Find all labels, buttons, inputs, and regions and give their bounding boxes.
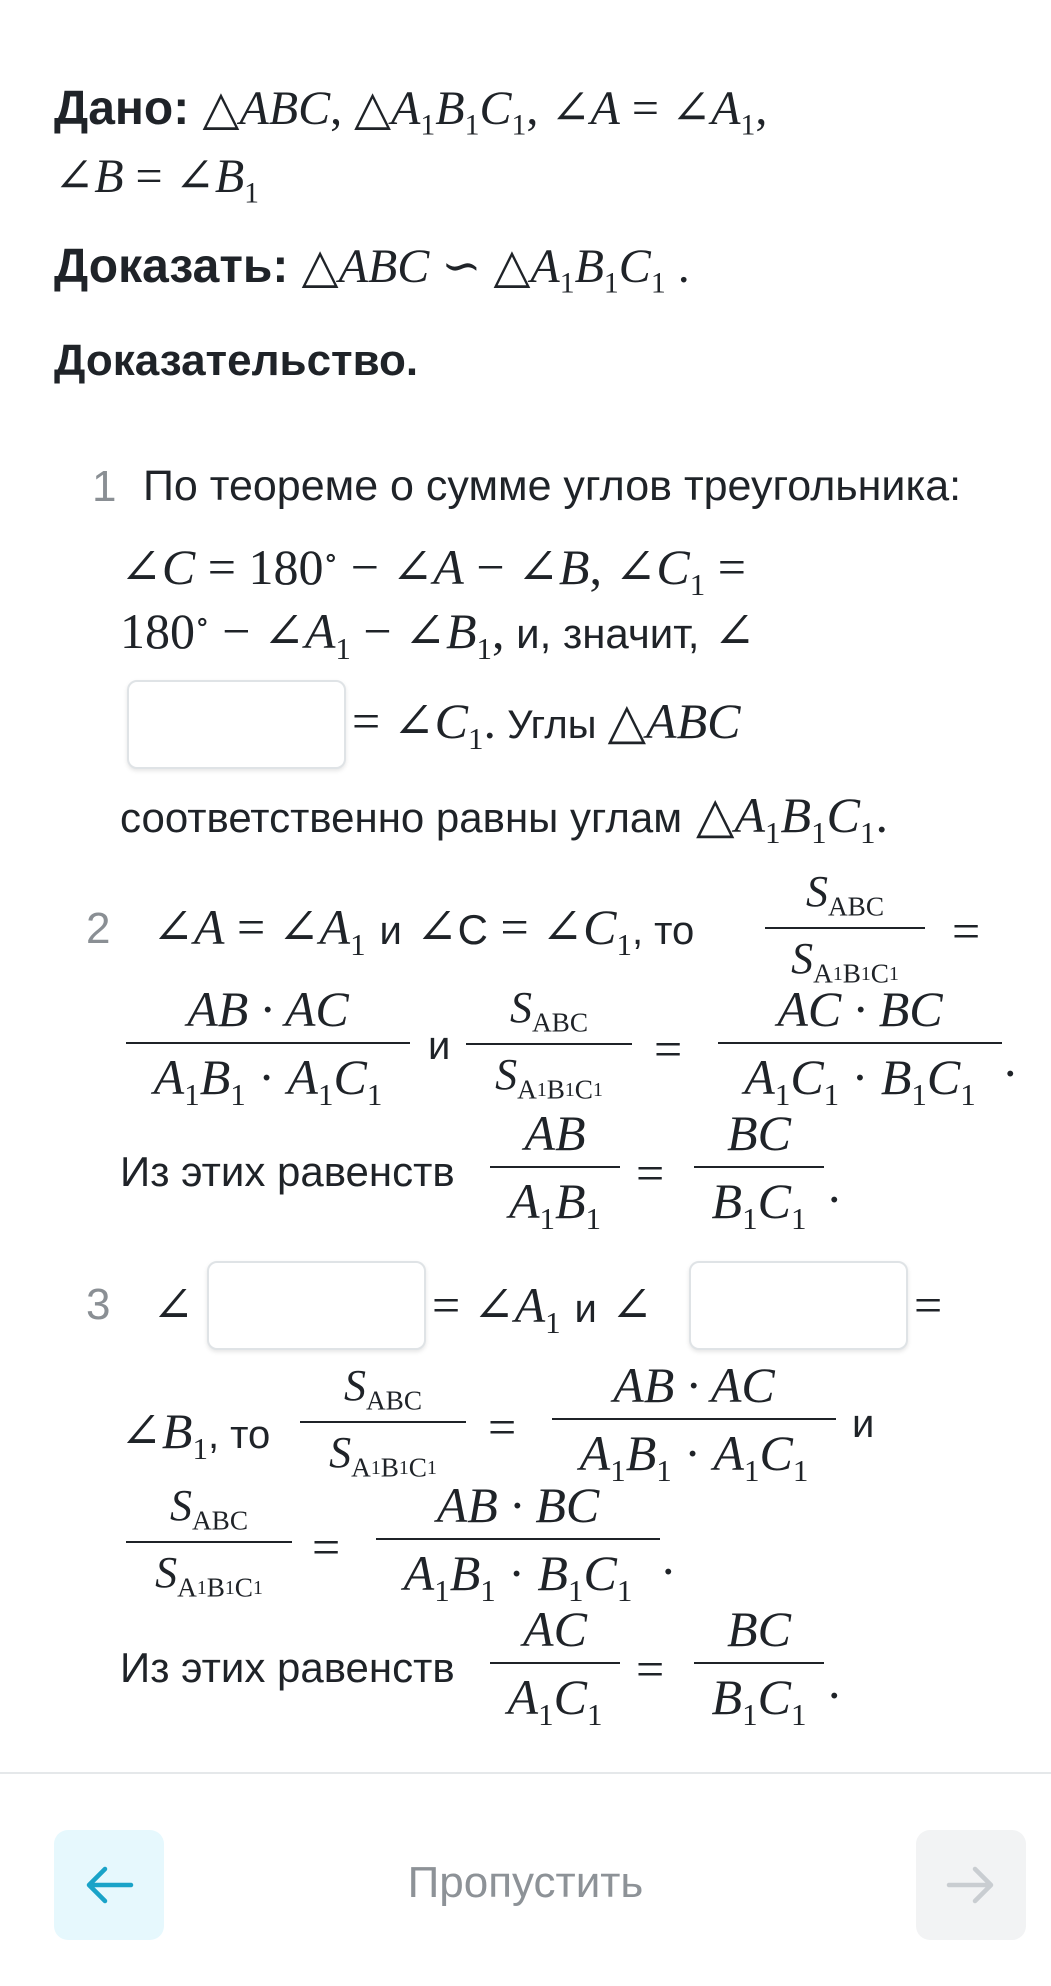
proof-heading: Доказательство. <box>54 336 419 385</box>
step-2-period: . <box>1004 1031 1017 1087</box>
step-3-answer-input-2[interactable] <box>689 1261 908 1350</box>
step-3-fraction-1: AB · AC $A_1B_1 \cdot A_1C_1$ <box>552 1356 836 1489</box>
step-2-area-ratio: $S_{ABC}$ $S_{A1B1C1}$ <box>765 866 925 989</box>
step-1-answer-input[interactable] <box>127 680 346 769</box>
step-3-area-ratio: $S_{ABC}$ $S_{A1B1C1}$ <box>300 1360 466 1483</box>
prove-label: Доказать: <box>54 240 289 293</box>
step-3-number: 3 <box>86 1280 111 1329</box>
step-2-eq-sign-2: = <box>654 1021 683 1077</box>
step-3-angle-1: ∠ <box>152 1277 194 1333</box>
step-1-eq-line-2: $180^\circ - \angle A_1$ − $\angle B_1$, и, значит, ∠ <box>120 603 756 666</box>
step-3-from-text: Из этих равенств <box>120 1644 455 1691</box>
next-button[interactable] <box>916 1830 1026 1940</box>
step-2-area-ratio-2: $S_{ABC}$ $S_{A1B1C1}$ <box>466 982 632 1105</box>
step-3-eq-sign-2: = <box>488 1399 517 1455</box>
arrow-right-icon <box>945 1865 997 1905</box>
step-1-number: 1 <box>92 462 117 511</box>
step-1-after-blank: = $\angle C_1$. Углы △ABC <box>352 693 741 756</box>
given-label: Дано: <box>54 82 190 135</box>
step-2-result-period: . <box>828 1157 841 1213</box>
step-2-eq-sign-1: = <box>952 903 981 959</box>
step-2-condition: ∠A = $\angle A_1$ и ∠C = $\angle C_1$, то <box>152 899 695 962</box>
step-3-fraction-2: AB · BC $A_1B_1 \cdot B_1C_1$ <box>376 1476 660 1609</box>
step-2-number: 2 <box>86 904 111 953</box>
step-3-period: . <box>662 1529 675 1585</box>
step-2-fraction-2: AC · BC $A_1C_1 \cdot B_1C_1$ <box>718 980 1002 1113</box>
step-3-and: и <box>852 1402 875 1446</box>
footer-divider <box>0 1772 1051 1774</box>
step-3-result-2: BC $B_1C_1$ <box>694 1600 824 1733</box>
step-2-result-2: BC $B_1C_1$ <box>694 1104 824 1237</box>
step-3-result-1: AC $A_1C_1$ <box>490 1600 620 1733</box>
skip-button[interactable]: Пропустить <box>407 1858 644 1907</box>
step-1-eq-line-1: ∠C = 180∘ − ∠A − ∠B, $\angle C_1$ = <box>120 539 746 602</box>
step-3-answer-input-1[interactable] <box>207 1261 426 1350</box>
step-3-eq-sign: = <box>914 1277 943 1333</box>
step-1-conclusion: соответственно равны углам $\triangle A_1B_1C_1$. <box>120 787 888 850</box>
step-3-mid: = $\angle A_1$ и ∠ <box>432 1277 653 1340</box>
given-line-2: ∠B = $\angle B_1$ <box>54 150 260 210</box>
step-3-result-period: . <box>828 1653 841 1709</box>
step-2-fraction-1: AB · AC $A_1B_1 \cdot A_1C_1$ <box>126 980 410 1113</box>
step-3-area-ratio-2: $S_{ABC}$ $S_{A1B1C1}$ <box>126 1480 292 1603</box>
step-2-result-eq: = <box>636 1145 665 1201</box>
given-line-1: Дано: △ABC, $\triangle A_1B_1C_1$, ∠A = $\angle A_1$, <box>54 82 768 142</box>
step-3-eq-sign-3: = <box>312 1519 341 1575</box>
step-3-line-2: $\angle B_1$, то <box>120 1403 271 1466</box>
step-2-from-text: Из этих равенств <box>120 1148 455 1195</box>
step-3-result-eq: = <box>636 1641 665 1697</box>
prove-line: Доказать: △ABC ∽ $\triangle A_1B_1C_1$ . <box>54 240 690 300</box>
step-1-intro: По теореме о сумме углов треугольника: <box>143 462 962 510</box>
step-2-and: и <box>428 1024 451 1068</box>
step-2-result-1: AB $A_1B_1$ <box>490 1104 620 1237</box>
